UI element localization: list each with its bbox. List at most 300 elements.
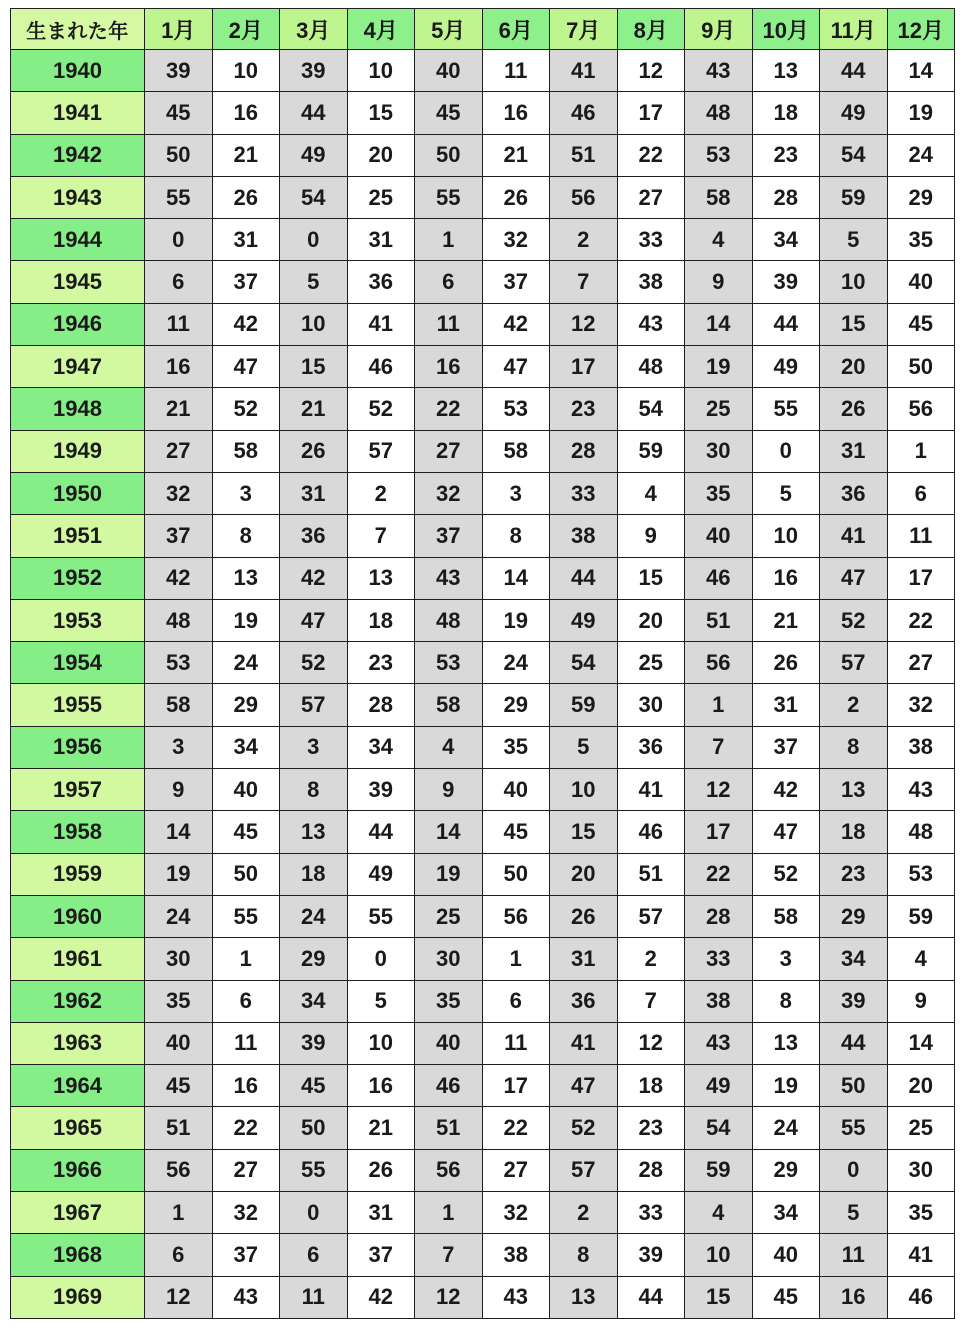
value-cell: 49	[685, 1065, 753, 1107]
value-cell: 49	[752, 346, 820, 388]
value-cell: 10	[212, 50, 280, 92]
value-cell: 32	[415, 472, 483, 514]
value-cell: 43	[617, 303, 685, 345]
value-cell: 1	[415, 1192, 483, 1234]
value-cell: 56	[550, 176, 618, 218]
value-cell: 4	[685, 219, 753, 261]
value-cell: 36	[617, 726, 685, 768]
value-cell: 23	[550, 388, 618, 430]
value-cell: 28	[347, 684, 415, 726]
value-cell: 23	[752, 134, 820, 176]
value-cell: 58	[482, 430, 550, 472]
value-cell: 21	[145, 388, 213, 430]
value-cell: 47	[820, 557, 888, 599]
value-cell: 4	[415, 726, 483, 768]
year-cell: 1953	[11, 599, 145, 641]
value-cell: 50	[887, 346, 955, 388]
value-cell: 1	[415, 219, 483, 261]
header-month-9: 9月	[685, 9, 753, 50]
value-cell: 15	[280, 346, 348, 388]
year-cell: 1941	[11, 92, 145, 134]
value-cell: 52	[752, 853, 820, 895]
value-cell: 25	[347, 176, 415, 218]
value-cell: 4	[685, 1192, 753, 1234]
value-cell: 14	[482, 557, 550, 599]
value-cell: 11	[415, 303, 483, 345]
value-cell: 15	[550, 811, 618, 853]
value-cell: 22	[212, 1107, 280, 1149]
value-cell: 11	[482, 1022, 550, 1064]
table-row	[11, 642, 955, 684]
year-cell: 1950	[11, 472, 145, 514]
header-month-12: 12月	[887, 9, 955, 50]
value-cell: 37	[145, 515, 213, 557]
value-cell: 53	[685, 134, 753, 176]
table-row	[11, 811, 955, 853]
value-cell: 48	[415, 599, 483, 641]
value-cell: 40	[752, 1234, 820, 1276]
value-cell: 31	[347, 219, 415, 261]
value-cell: 17	[685, 811, 753, 853]
value-cell: 58	[415, 684, 483, 726]
value-cell: 29	[887, 176, 955, 218]
year-cell: 1947	[11, 346, 145, 388]
value-cell: 45	[482, 811, 550, 853]
table-header	[11, 9, 955, 50]
value-cell: 59	[820, 176, 888, 218]
value-cell: 40	[685, 515, 753, 557]
value-cell: 46	[550, 92, 618, 134]
value-cell: 22	[685, 853, 753, 895]
header-month-7: 7月	[550, 9, 618, 50]
value-cell: 28	[685, 895, 753, 937]
value-cell: 42	[280, 557, 348, 599]
value-cell: 51	[550, 134, 618, 176]
year-cell: 1948	[11, 388, 145, 430]
value-cell: 52	[550, 1107, 618, 1149]
value-cell: 31	[820, 430, 888, 472]
value-cell: 9	[415, 769, 483, 811]
value-cell: 22	[482, 1107, 550, 1149]
value-cell: 22	[887, 599, 955, 641]
birth-year-month-table	[10, 8, 955, 1319]
year-cell: 1957	[11, 769, 145, 811]
value-cell: 37	[415, 515, 483, 557]
value-cell: 41	[887, 1234, 955, 1276]
value-cell: 2	[617, 938, 685, 980]
value-cell: 13	[820, 769, 888, 811]
value-cell: 51	[617, 853, 685, 895]
year-cell: 1958	[11, 811, 145, 853]
value-cell: 49	[347, 853, 415, 895]
value-cell: 46	[347, 346, 415, 388]
value-cell: 54	[617, 388, 685, 430]
value-cell: 50	[415, 134, 483, 176]
value-cell: 38	[550, 515, 618, 557]
value-cell: 28	[550, 430, 618, 472]
value-cell: 58	[752, 895, 820, 937]
value-cell: 26	[550, 895, 618, 937]
value-cell: 57	[347, 430, 415, 472]
value-cell: 14	[415, 811, 483, 853]
value-cell: 3	[145, 726, 213, 768]
value-cell: 55	[212, 895, 280, 937]
value-cell: 41	[550, 50, 618, 92]
table-row	[11, 515, 955, 557]
value-cell: 44	[280, 92, 348, 134]
value-cell: 23	[347, 642, 415, 684]
value-cell: 25	[617, 642, 685, 684]
value-cell: 32	[212, 1192, 280, 1234]
value-cell: 37	[347, 1234, 415, 1276]
value-cell: 46	[617, 811, 685, 853]
value-cell: 5	[347, 980, 415, 1022]
value-cell: 57	[280, 684, 348, 726]
year-cell: 1952	[11, 557, 145, 599]
value-cell: 26	[820, 388, 888, 430]
value-cell: 27	[617, 176, 685, 218]
year-cell: 1964	[11, 1065, 145, 1107]
value-cell: 16	[415, 346, 483, 388]
table-row	[11, 261, 955, 303]
value-cell: 30	[145, 938, 213, 980]
value-cell: 44	[347, 811, 415, 853]
value-cell: 41	[820, 515, 888, 557]
value-cell: 29	[482, 684, 550, 726]
table-row	[11, 938, 955, 980]
value-cell: 56	[482, 895, 550, 937]
value-cell: 16	[212, 92, 280, 134]
year-cell: 1967	[11, 1192, 145, 1234]
header-month-10: 10月	[752, 9, 820, 50]
value-cell: 3	[482, 472, 550, 514]
header-month-5: 5月	[415, 9, 483, 50]
table-row	[11, 853, 955, 895]
value-cell: 16	[752, 557, 820, 599]
value-cell: 29	[752, 1149, 820, 1191]
table-row	[11, 1192, 955, 1234]
value-cell: 57	[617, 895, 685, 937]
value-cell: 42	[212, 303, 280, 345]
value-cell: 25	[415, 895, 483, 937]
value-cell: 35	[887, 219, 955, 261]
value-cell: 40	[482, 769, 550, 811]
value-cell: 55	[145, 176, 213, 218]
value-cell: 36	[820, 472, 888, 514]
header-month-2: 2月	[212, 9, 280, 50]
value-cell: 13	[752, 1022, 820, 1064]
value-cell: 6	[145, 261, 213, 303]
value-cell: 29	[212, 684, 280, 726]
value-cell: 11	[887, 515, 955, 557]
value-cell: 15	[347, 92, 415, 134]
value-cell: 37	[482, 261, 550, 303]
value-cell: 13	[752, 50, 820, 92]
value-cell: 53	[145, 642, 213, 684]
value-cell: 39	[820, 980, 888, 1022]
value-cell: 20	[887, 1065, 955, 1107]
table-row	[11, 599, 955, 641]
table-row	[11, 980, 955, 1022]
value-cell: 34	[752, 219, 820, 261]
value-cell: 9	[887, 980, 955, 1022]
value-cell: 3	[212, 472, 280, 514]
table-row	[11, 557, 955, 599]
value-cell: 54	[280, 176, 348, 218]
value-cell: 40	[145, 1022, 213, 1064]
table-row	[11, 388, 955, 430]
table-row	[11, 472, 955, 514]
table-row	[11, 684, 955, 726]
value-cell: 36	[550, 980, 618, 1022]
value-cell: 55	[347, 895, 415, 937]
value-cell: 52	[820, 599, 888, 641]
value-cell: 59	[685, 1149, 753, 1191]
value-cell: 7	[685, 726, 753, 768]
header-row	[11, 9, 955, 50]
value-cell: 55	[415, 176, 483, 218]
value-cell: 25	[887, 1107, 955, 1149]
value-cell: 53	[415, 642, 483, 684]
value-cell: 14	[887, 1022, 955, 1064]
value-cell: 33	[617, 1192, 685, 1234]
year-cell: 1962	[11, 980, 145, 1022]
value-cell: 26	[212, 176, 280, 218]
value-cell: 43	[887, 769, 955, 811]
value-cell: 19	[752, 1065, 820, 1107]
value-cell: 51	[415, 1107, 483, 1149]
value-cell: 53	[482, 388, 550, 430]
year-cell: 1968	[11, 1234, 145, 1276]
value-cell: 31	[212, 219, 280, 261]
value-cell: 20	[617, 599, 685, 641]
value-cell: 5	[820, 219, 888, 261]
value-cell: 45	[887, 303, 955, 345]
value-cell: 9	[617, 515, 685, 557]
value-cell: 40	[887, 261, 955, 303]
value-cell: 42	[752, 769, 820, 811]
table-row	[11, 1276, 955, 1318]
value-cell: 55	[280, 1149, 348, 1191]
value-cell: 18	[347, 599, 415, 641]
value-cell: 16	[145, 346, 213, 388]
value-cell: 45	[415, 92, 483, 134]
value-cell: 15	[617, 557, 685, 599]
value-cell: 26	[482, 176, 550, 218]
value-cell: 9	[685, 261, 753, 303]
value-cell: 43	[415, 557, 483, 599]
value-cell: 31	[550, 938, 618, 980]
value-cell: 10	[550, 769, 618, 811]
table-row	[11, 430, 955, 472]
value-cell: 56	[415, 1149, 483, 1191]
value-cell: 44	[550, 557, 618, 599]
value-cell: 39	[347, 769, 415, 811]
value-cell: 10	[347, 1022, 415, 1064]
value-cell: 2	[820, 684, 888, 726]
value-cell: 38	[617, 261, 685, 303]
value-cell: 11	[820, 1234, 888, 1276]
value-cell: 52	[280, 642, 348, 684]
value-cell: 39	[617, 1234, 685, 1276]
value-cell: 0	[145, 219, 213, 261]
value-cell: 50	[280, 1107, 348, 1149]
year-cell: 1965	[11, 1107, 145, 1149]
value-cell: 41	[550, 1022, 618, 1064]
value-cell: 24	[280, 895, 348, 937]
value-cell: 21	[347, 1107, 415, 1149]
value-cell: 8	[550, 1234, 618, 1276]
year-cell: 1951	[11, 515, 145, 557]
table-row	[11, 769, 955, 811]
value-cell: 20	[550, 853, 618, 895]
value-cell: 12	[415, 1276, 483, 1318]
value-cell: 1	[685, 684, 753, 726]
year-cell: 1954	[11, 642, 145, 684]
value-cell: 7	[550, 261, 618, 303]
value-cell: 10	[752, 515, 820, 557]
value-cell: 20	[820, 346, 888, 388]
year-cell: 1966	[11, 1149, 145, 1191]
value-cell: 31	[347, 1192, 415, 1234]
value-cell: 32	[145, 472, 213, 514]
value-cell: 55	[820, 1107, 888, 1149]
value-cell: 33	[550, 472, 618, 514]
value-cell: 35	[887, 1192, 955, 1234]
value-cell: 50	[820, 1065, 888, 1107]
value-cell: 10	[280, 303, 348, 345]
value-cell: 34	[347, 726, 415, 768]
value-cell: 7	[415, 1234, 483, 1276]
value-cell: 57	[820, 642, 888, 684]
value-cell: 48	[145, 599, 213, 641]
value-cell: 2	[550, 1192, 618, 1234]
table-row	[11, 346, 955, 388]
value-cell: 56	[145, 1149, 213, 1191]
table-row	[11, 176, 955, 218]
value-cell: 41	[347, 303, 415, 345]
value-cell: 37	[752, 726, 820, 768]
value-cell: 11	[280, 1276, 348, 1318]
value-cell: 5	[820, 1192, 888, 1234]
value-cell: 11	[212, 1022, 280, 1064]
table-row	[11, 1022, 955, 1064]
value-cell: 26	[347, 1149, 415, 1191]
table-row	[11, 1065, 955, 1107]
value-cell: 35	[145, 980, 213, 1022]
value-cell: 24	[887, 134, 955, 176]
value-cell: 59	[617, 430, 685, 472]
value-cell: 24	[752, 1107, 820, 1149]
value-cell: 34	[212, 726, 280, 768]
value-cell: 1	[887, 430, 955, 472]
value-cell: 19	[685, 346, 753, 388]
value-cell: 12	[685, 769, 753, 811]
value-cell: 17	[617, 92, 685, 134]
year-cell: 1946	[11, 303, 145, 345]
value-cell: 12	[617, 1022, 685, 1064]
value-cell: 18	[280, 853, 348, 895]
value-cell: 8	[820, 726, 888, 768]
value-cell: 54	[685, 1107, 753, 1149]
value-cell: 16	[212, 1065, 280, 1107]
table-row	[11, 219, 955, 261]
value-cell: 8	[280, 769, 348, 811]
value-cell: 52	[347, 388, 415, 430]
value-cell: 50	[212, 853, 280, 895]
value-cell: 47	[482, 346, 550, 388]
value-cell: 0	[347, 938, 415, 980]
value-cell: 0	[752, 430, 820, 472]
value-cell: 39	[280, 1022, 348, 1064]
table-row	[11, 726, 955, 768]
value-cell: 58	[685, 176, 753, 218]
value-cell: 31	[280, 472, 348, 514]
header-birth-year: 生まれた年	[11, 9, 145, 50]
value-cell: 16	[482, 92, 550, 134]
value-cell: 55	[752, 388, 820, 430]
value-cell: 43	[212, 1276, 280, 1318]
value-cell: 10	[685, 1234, 753, 1276]
value-cell: 19	[212, 599, 280, 641]
value-cell: 30	[685, 430, 753, 472]
value-cell: 25	[685, 388, 753, 430]
value-cell: 22	[415, 388, 483, 430]
value-cell: 43	[685, 1022, 753, 1064]
value-cell: 47	[752, 811, 820, 853]
value-cell: 47	[280, 599, 348, 641]
year-cell: 1963	[11, 1022, 145, 1064]
value-cell: 38	[482, 1234, 550, 1276]
value-cell: 19	[415, 853, 483, 895]
value-cell: 15	[685, 1276, 753, 1318]
value-cell: 43	[482, 1276, 550, 1318]
value-cell: 49	[550, 599, 618, 641]
value-cell: 24	[482, 642, 550, 684]
value-cell: 39	[752, 261, 820, 303]
value-cell: 45	[145, 92, 213, 134]
value-cell: 56	[685, 642, 753, 684]
value-cell: 27	[887, 642, 955, 684]
value-cell: 18	[752, 92, 820, 134]
value-cell: 35	[415, 980, 483, 1022]
value-cell: 50	[145, 134, 213, 176]
value-cell: 18	[820, 811, 888, 853]
value-cell: 5	[280, 261, 348, 303]
year-cell: 1945	[11, 261, 145, 303]
value-cell: 22	[617, 134, 685, 176]
value-cell: 8	[752, 980, 820, 1022]
value-cell: 59	[887, 895, 955, 937]
value-cell: 6	[887, 472, 955, 514]
value-cell: 20	[347, 134, 415, 176]
value-cell: 58	[145, 684, 213, 726]
value-cell: 21	[482, 134, 550, 176]
table-row	[11, 895, 955, 937]
value-cell: 48	[617, 346, 685, 388]
value-cell: 4	[617, 472, 685, 514]
value-cell: 3	[752, 938, 820, 980]
value-cell: 59	[550, 684, 618, 726]
value-cell: 54	[820, 134, 888, 176]
year-cell: 1969	[11, 1276, 145, 1318]
value-cell: 52	[212, 388, 280, 430]
value-cell: 24	[212, 642, 280, 684]
value-cell: 17	[482, 1065, 550, 1107]
value-cell: 21	[212, 134, 280, 176]
value-cell: 42	[145, 557, 213, 599]
value-cell: 49	[820, 92, 888, 134]
